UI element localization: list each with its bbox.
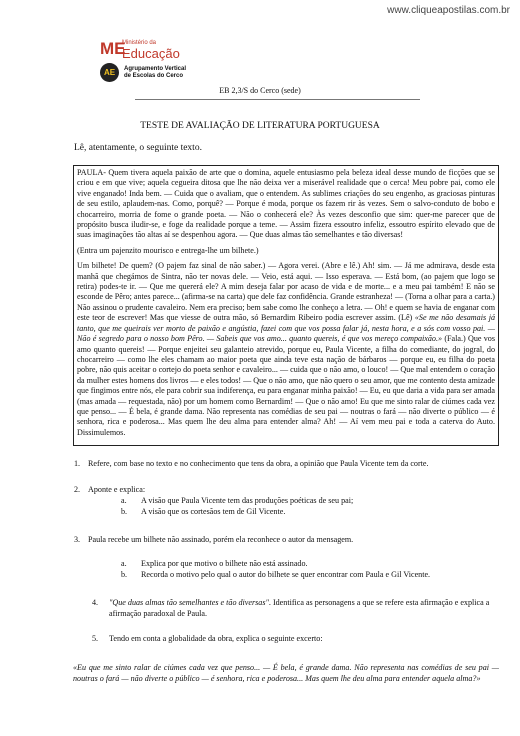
question-number: 4. (92, 598, 99, 607)
question-3a (121, 559, 496, 570)
ministry-label: Ministério da (122, 40, 157, 46)
question-text: Aponte e explica: (88, 485, 146, 494)
question-text: . Identifica as personagens a que se refere esta afirmação e explica a afirmação paradoxal de Paula. (109, 598, 490, 618)
question-number: 3. (74, 535, 81, 544)
cluster-badge-icon: AE (100, 63, 119, 82)
question-text: Tendo em conta a globalidade da obra, explica o seguinte excerto: (109, 634, 323, 643)
text-paragraph-2-part-a: Um bilhete! De quem? (O pajem faz sinal de não saber.) — Agora verei. (Abre e lê.) Ah! sim. — Já me admirava, desde esta manhã que chegámos de Sintra, não ter novas dele. — Veio, está aqui. — Isso esperava. — Está bom, (ao pajem que logo se retira) podes-te ir. — Que me quererá ele? A mim deseja falar por acaso de vida e de morte... e a meu pai também! E não se esconde de Pêro; antes parece... (afirma-se na carta) que dele faz confidência. Grande estranheza! — (Torna a olhar para a carta.) Não assinou o prudente cavaleiro. Nem era preciso; bem sabe como lhe conheço a letra. — Oh! e quem se havia de enganar com este teor de escrever! Mas que viesse de outra mão, só Bernardim Ribeiro podia escrever assim. (Lê) (77, 261, 495, 323)
test-title: TESTE DE AVALIAÇÃO DE LITERATURA PORTUGUESA (140, 121, 380, 131)
ministry-mark-icon: ME (100, 39, 126, 58)
question-number: 2. (74, 485, 81, 494)
cluster-name-line2: de Escolas do Cerco (124, 73, 184, 79)
reading-text-box (73, 165, 499, 446)
question-2a (121, 496, 496, 507)
text-paragraph-2-part-c: (Fala.) Que vos amo quanto quereis! — Porque enjeitei seu galanteio atrevido, porque eu, Paula Vicente, a filha do comediante, do jogral, do chocarreiro — como lhe eles chamam ao maior poeta que ainda teve esta nação de bárbaros — porque eu, eu filha do poeta pobre, não quis aceitar o cortejo do poeta senhor e cavaleiro... — cuida que o não amo, o louco! — Que mal entendem o coração da mulher estes homens dos livros — e eles todos! — Que o não amo, que não quero o seu amor, que me contento desta amizade que fingimos entre nós, ele para cobrir sua indiferença, eu para enganar minha paixão! — Eu, eu que daria a vida para ser amada (mas amada — requestada, não) por um homem como Bernardim! — Que o não amo! Eu que me sinto ralar de ciúmes cada vez que penso... — É bela, é grande dama. Não representa nas comédias de seu pai — noutras o fará — não diverte o público — é senhora, rica e poderosa... Mas quem lhe deu alma para entender alma? Ah! — Aí vem meu pai e toda a caterva do Auto. Dissimulemos. (77, 334, 495, 437)
item-letter: b. (121, 507, 128, 516)
item-letter: b. (121, 570, 128, 579)
text-paragraph-2 (77, 261, 495, 438)
question-2b (121, 507, 496, 518)
item-text: A visão que Paula Vicente tem das produções poéticas de seu pai; (141, 496, 354, 505)
question-number: 1. (74, 459, 81, 468)
header-divider (135, 99, 420, 100)
question-quote: "Que duas almas tão semelhantes e tão diversas" (109, 598, 269, 607)
letter-quote: «Se me não desamais já tanto, que me queirais ver morto de paixão e angústia, fazei com que vos possa falar já, nesta hora, e a sós com vosso pai. — Não é segredo para o nosso bom Pêro. — Sabeis que vos amo... quanto quereis, é que vos mereço compaixão.» (77, 313, 496, 344)
instruction: Lê, atentamente, o seguinte texto. (74, 143, 202, 153)
text-paragraph-1: PAULA- Quem tivera aquela paixão de arte que o domina, aquele entusiasmo pela beleza ideal desse mundo de ficções que se criou e em que vive; aquela cegueira ditosa que lhe não deixa ver a miserável realidade que o cerca! Meu pobre pai, como ele vive enganado! Inda bem. — Cuida que o avaliam, que o entendem. As sublimes criações do seu engenho, as graciosas pinturas de seu estilo, aplaudem-nas. Como, porquê? — Porque é moda, porque os fazem rir às vezes. Sem o salvo-conduto de bobo e chocarreiro, morria de fome o grande poeta. — Não o conhecerá ele? Às vezes desconfio que sim: quer-me parecer que de propósito busca iludir-se, e foge da realidade porque a teme. — Assim fizera essoutro infeliz, essoutro espírito elevado que de suas imaginações tão altas aí se despenhou agora. — Que duas almas tão semelhantes e tão diversas! (77, 168, 495, 240)
site-url: www.cliqueapostilas.com.br (387, 5, 510, 16)
question-text: Refere, com base no texto e no conhecimento que tens da obra, a opinião que Paula Vicente tem da corte. (88, 459, 429, 468)
school-name: EB 2,3/S do Cerco (sede) (219, 86, 301, 95)
question-3b (121, 570, 496, 581)
question-body (109, 598, 496, 619)
stage-direction: (Entra um pajenzito mourisco e entrega-lhe um bilhete.) (77, 245, 259, 255)
item-letter: a. (121, 496, 127, 505)
question-text: Paula recebe um bilhete não assinado, porém ela reconhece o autor da mensagem. (88, 535, 354, 544)
item-text: Explica por que motivo o bilhete não está assinado. (141, 559, 308, 568)
item-text: A visão que os cortesãos tem de Gil Vicente. (141, 507, 286, 516)
item-letter: a. (121, 559, 127, 568)
school-cluster-logo (100, 63, 210, 85)
item-text: Recorda o motivo pelo qual o autor do bilhete se quer encontrar com Paula e Gil Vicente. (141, 570, 431, 579)
excerpt-quote: «Eu que me sinto ralar de ciúmes cada vez que penso... — É bela, é grande dama. Não representa nas comédias de seu pai — noutras o fará — não diverte o público — é senhora, rica e poderosa... Mas quem lhe deu alma para entender aquela alma?» (73, 663, 499, 683)
question-number: 5. (92, 634, 99, 643)
ministry-logo (100, 37, 180, 65)
cluster-name-line1: Agrupamento Vertical (124, 66, 187, 72)
ministry-name: Educação (122, 46, 180, 61)
